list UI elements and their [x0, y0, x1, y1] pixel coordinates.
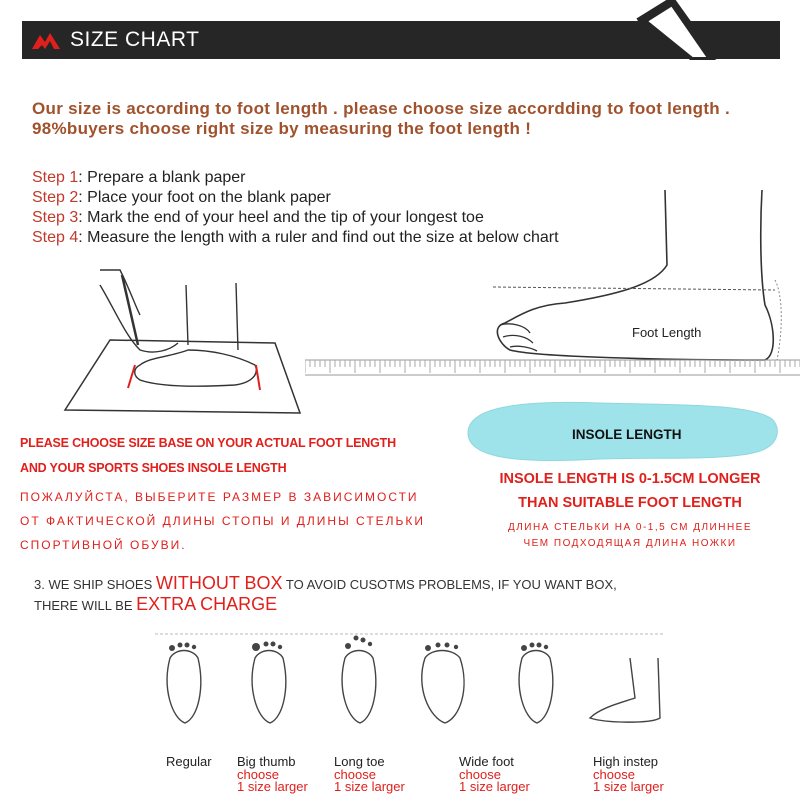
intro-line-1: Our size is according to foot length . please choose size accordding to foot length . — [32, 99, 731, 118]
foot-type-size: 1 size larger — [237, 779, 308, 794]
page-title: SIZE CHART — [70, 28, 200, 51]
foot-type-choose: choose — [334, 767, 376, 782]
insole-note-ru-line-1: ДЛИНА СТЕЛЬКИ НА 0-1,5 СМ ДЛИННЕЕ — [507, 522, 753, 533]
foot-type-label: Big thumb — [237, 754, 296, 769]
foot-footprint-icon — [519, 651, 553, 724]
foot-type-wide-foot — [459, 754, 530, 793]
foot-type-high-instep — [593, 754, 664, 793]
shipping-line-1 — [34, 573, 617, 594]
shipping-highlight-without-box: WITHOUT BOX — [155, 573, 283, 593]
foot-measure-illustration — [305, 185, 800, 385]
foot-type-choose: choose — [459, 767, 501, 782]
insole-note-line-2: THAN SUITABLE FOOT LENGTH — [518, 495, 742, 511]
foot-type-size: 1 size larger — [593, 779, 664, 794]
regular-footprint-icon — [167, 651, 201, 724]
step-label: Step 1 — [32, 169, 79, 186]
header-corner-decoration — [600, 0, 800, 60]
insole-note-line-1: INSOLE LENGTH IS 0-1.5CM LONGER — [499, 471, 761, 487]
step-text: : Prepare a blank paper — [78, 169, 246, 186]
notice-ru-line-2: ОТ ФАКТИЧЕСКОЙ ДЛИНЫ СТОПЫ И ДЛИНЫ СТЕЛЬКИ — [20, 514, 426, 528]
notice-ru-line-1: ПОЖАЛУЙСТА, ВЫБЕРИТЕ РАЗМЕР В ЗАВИСИМОСТИ — [20, 490, 419, 504]
step-label: Step 4 — [32, 229, 79, 246]
step-2 — [32, 189, 331, 207]
intro-line-2: 98%buyers choose right size by measuring the foot length ! — [32, 119, 532, 138]
notice-en-line-1: PLEASE CHOOSE SIZE BASE ON YOUR ACTUAL FOOT LENGTH — [20, 436, 396, 450]
step-label: Step 2 — [32, 189, 79, 206]
foot-type-long-toe — [334, 754, 405, 793]
foot-types-illustration — [150, 628, 670, 738]
foot-type-size: 1 size larger — [334, 779, 405, 794]
foot-type-label: Wide foot — [459, 754, 514, 769]
foot-type-big-thumb — [237, 754, 308, 793]
foot-type-regular: Regular — [166, 754, 212, 769]
notice-ru-line-3: СПОРТИВНОЙ ОБУВИ. — [20, 538, 187, 552]
notice-en-line-2: AND YOUR SPORTS SHOES INSOLE LENGTH — [20, 461, 287, 475]
step-1 — [32, 169, 245, 187]
foot-type-label: Long toe — [334, 754, 385, 769]
shipping-text: 3. WE SHIP SHOES — [34, 577, 156, 592]
shipping-text: TO AVOID CUSOTMS PROBLEMS, IF YOU WANT BOX, — [282, 577, 617, 592]
big-thumb-footprint-icon — [252, 651, 286, 724]
step-label: Step 3 — [32, 209, 79, 226]
long-toe-footprint-icon — [342, 651, 376, 724]
high-instep-foot-icon — [590, 658, 660, 722]
red-mountain-logo-icon — [32, 31, 60, 51]
shipping-highlight-extra-charge: EXTRA CHARGE — [136, 594, 278, 614]
insole-length-label: INSOLE LENGTH — [572, 427, 682, 442]
shipping-line-2 — [34, 594, 277, 615]
foot-type-label: High instep — [593, 754, 659, 769]
foot-type-choose: choose — [237, 767, 279, 782]
foot-tracing-illustration — [60, 265, 310, 415]
step-text: : Measure the length with a ruler and find out the size at below chart — [78, 229, 559, 246]
wide-foot-footprint-icon — [422, 651, 464, 724]
step-text: : Place your foot on the blank paper — [78, 189, 331, 206]
insole-note-ru-line-2: ЧЕМ ПОДХОДЯЩАЯ ДЛИНА НОЖКИ — [523, 538, 737, 549]
foot-type-size: 1 size larger — [459, 779, 530, 794]
shipping-text: THERE WILL BE — [34, 598, 137, 613]
foot-length-label: Foot Length — [632, 325, 702, 340]
foot-type-choose: choose — [593, 767, 635, 782]
step-text: : Mark the end of your heel and the tip of your longest toe — [78, 209, 484, 226]
